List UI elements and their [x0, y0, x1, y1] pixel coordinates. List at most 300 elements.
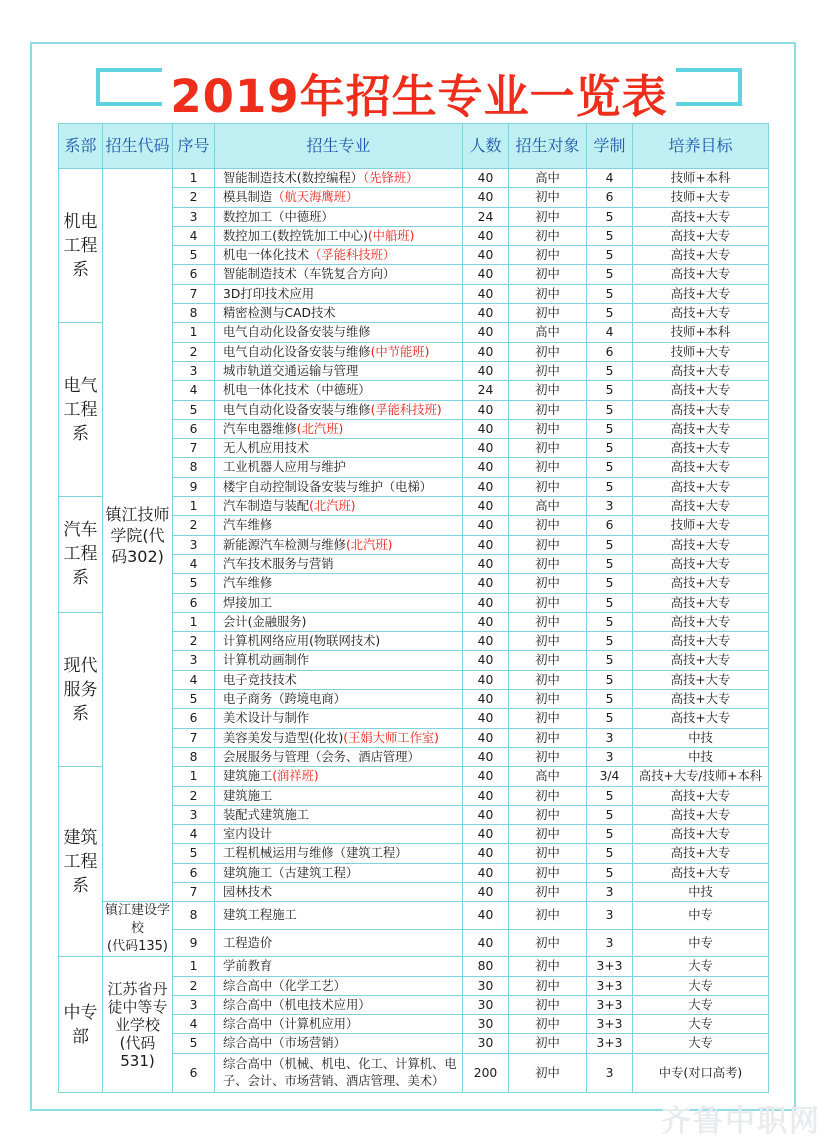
major-cell	[215, 670, 463, 689]
row-number-cell: 3	[173, 535, 215, 554]
goal-cell: 高技+大专	[633, 863, 769, 882]
header-goal: 培养目标	[633, 124, 769, 169]
row-number-cell: 8	[173, 747, 215, 766]
goal-cell: 高技+大专	[633, 670, 769, 689]
count-cell: 40	[463, 882, 509, 901]
years-cell: 5	[587, 246, 633, 265]
major-cell	[215, 207, 463, 226]
target-cell: 初中	[509, 929, 587, 957]
count-cell: 40	[463, 304, 509, 323]
row-number-cell: 6	[173, 265, 215, 284]
goal-cell: 高技+大专	[633, 226, 769, 245]
header-count: 人数	[463, 124, 509, 169]
school-name: 江苏省丹徒中等专业学校	[107, 979, 168, 1034]
major-name: 建筑施工（古建筑工程）	[223, 865, 359, 880]
target-cell: 初中	[509, 342, 587, 361]
target-cell: 初中	[509, 882, 587, 901]
row-number-cell: 6	[173, 863, 215, 882]
target-cell: 初中	[509, 304, 587, 323]
count-cell: 30	[463, 1034, 509, 1053]
row-number-cell: 2	[173, 342, 215, 361]
count-cell: 40	[463, 419, 509, 438]
header-major: 招生专业	[215, 124, 463, 169]
row-number-cell: 8	[173, 304, 215, 323]
major-name: 综合高中（化学工艺）	[223, 978, 346, 993]
row-number-cell: 4	[173, 226, 215, 245]
count-cell: 40	[463, 361, 509, 380]
target-cell: 初中	[509, 477, 587, 496]
goal-cell: 技师+大专	[633, 516, 769, 535]
target-cell: 初中	[509, 554, 587, 573]
row-number-cell: 1	[173, 169, 215, 188]
major-name: 汽车维修	[223, 576, 273, 591]
row-number-cell: 7	[173, 284, 215, 303]
header-years: 学制	[587, 124, 633, 169]
major-name: 焊接加工	[223, 595, 273, 610]
years-cell: 5	[587, 458, 633, 477]
row-number-cell: 6	[173, 593, 215, 612]
goal-cell: 高技+大专	[633, 805, 769, 824]
row-number-cell: 6	[173, 419, 215, 438]
major-cell	[215, 651, 463, 670]
major-cell	[215, 690, 463, 709]
years-cell: 3	[587, 728, 633, 747]
row-number-cell: 2	[173, 786, 215, 805]
years-cell: 5	[587, 593, 633, 612]
row-number-cell: 6	[173, 709, 215, 728]
major-name: 汽车维修	[223, 518, 273, 533]
count-cell: 40	[463, 825, 509, 844]
count-cell: 40	[463, 246, 509, 265]
major-name: 电子商务（跨境电商）	[223, 692, 346, 707]
class-tag: (王娟大师工作室)	[343, 730, 439, 745]
goal-cell: 高技+大专/技师+本科	[633, 767, 769, 786]
goal-cell: 中专	[633, 902, 769, 930]
row-number-cell: 1	[173, 767, 215, 786]
row-number-cell: 2	[173, 188, 215, 207]
major-cell	[215, 284, 463, 303]
row-number-cell: 7	[173, 882, 215, 901]
class-tag: (中船班)	[367, 228, 415, 243]
major-name: 数控加工（中德班）	[223, 209, 334, 224]
count-cell: 40	[463, 497, 509, 516]
header-code: 招生代码	[103, 124, 173, 169]
years-cell: 5	[587, 632, 633, 651]
target-cell: 初中	[509, 207, 587, 226]
years-cell: 5	[587, 690, 633, 709]
row-number-cell: 1	[173, 323, 215, 342]
row-number-cell: 4	[173, 1015, 215, 1034]
major-cell	[215, 1015, 463, 1034]
watermark: 齐鲁中职网	[661, 1104, 821, 1139]
major-cell	[215, 323, 463, 342]
target-cell: 初中	[509, 902, 587, 930]
goal-cell: 高技+大专	[633, 690, 769, 709]
header-target: 招生对象	[509, 124, 587, 169]
page-title: 2019年招生专业一览表	[170, 70, 668, 123]
goal-cell: 中技	[633, 882, 769, 901]
target-cell: 初中	[509, 670, 587, 689]
major-cell	[215, 957, 463, 976]
goal-cell: 高技+大专	[633, 304, 769, 323]
years-cell: 5	[587, 535, 633, 554]
years-cell: 5	[587, 805, 633, 824]
target-cell: 初中	[509, 361, 587, 380]
count-cell: 40	[463, 929, 509, 957]
goal-cell: 高技+大专	[633, 477, 769, 496]
major-cell	[215, 361, 463, 380]
school-code: (代码531)	[119, 1033, 156, 1070]
major-name: 综合高中（机电技术应用）	[223, 997, 371, 1012]
years-cell: 3	[587, 497, 633, 516]
major-cell	[215, 976, 463, 995]
target-cell: 初中	[509, 1034, 587, 1053]
goal-cell: 技师+大专	[633, 342, 769, 361]
goal-cell: 大专	[633, 1015, 769, 1034]
row-number-cell: 1	[173, 612, 215, 631]
major-cell	[215, 265, 463, 284]
goal-cell: 中技	[633, 728, 769, 747]
department-cell: 机电工程系	[59, 169, 103, 323]
class-tag: (孚能科技班)	[370, 402, 442, 417]
major-cell	[215, 477, 463, 496]
major-name: 数控加工(数控铣加工中心)	[223, 228, 368, 243]
target-cell: 初中	[509, 593, 587, 612]
enrollment-table	[58, 123, 769, 1093]
major-name: 计算机网络应用(物联网技术)	[223, 634, 381, 649]
goal-cell: 高技+大专	[633, 844, 769, 863]
major-cell	[215, 574, 463, 593]
major-name: 会计(金融服务)	[223, 614, 307, 629]
years-cell: 3	[587, 929, 633, 957]
major-cell	[215, 1034, 463, 1053]
goal-cell: 高技+大专	[633, 265, 769, 284]
major-cell	[215, 439, 463, 458]
goal-cell: 高技+大专	[633, 458, 769, 477]
count-cell: 40	[463, 477, 509, 496]
major-cell	[215, 747, 463, 766]
major-name: 园林技术	[223, 884, 273, 899]
major-cell	[215, 342, 463, 361]
count-cell: 40	[463, 651, 509, 670]
row-number-cell: 9	[173, 477, 215, 496]
count-cell: 40	[463, 439, 509, 458]
years-cell: 3	[587, 902, 633, 930]
major-cell	[215, 709, 463, 728]
major-cell	[215, 381, 463, 400]
target-cell: 初中	[509, 419, 587, 438]
major-name: 美容美发与造型(化妆)	[223, 730, 344, 745]
years-cell: 5	[587, 574, 633, 593]
goal-cell: 高技+大专	[633, 709, 769, 728]
class-tag: （孚能科技班）	[309, 248, 396, 263]
goal-cell: 高技+大专	[633, 825, 769, 844]
row-number-cell: 3	[173, 651, 215, 670]
years-cell: 4	[587, 169, 633, 188]
target-cell: 初中	[509, 747, 587, 766]
goal-cell: 高技+大专	[633, 400, 769, 419]
years-cell: 5	[587, 786, 633, 805]
row-number-cell: 5	[173, 844, 215, 863]
major-cell	[215, 516, 463, 535]
row-number-cell: 1	[173, 497, 215, 516]
years-cell: 5	[587, 284, 633, 303]
department-cell: 电气工程系	[59, 323, 103, 497]
major-cell	[215, 169, 463, 188]
years-cell: 5	[587, 554, 633, 573]
years-cell: 6	[587, 342, 633, 361]
count-cell: 200	[463, 1053, 509, 1092]
major-cell	[215, 902, 463, 930]
row-number-cell: 5	[173, 246, 215, 265]
header-no: 序号	[173, 124, 215, 169]
major-cell	[215, 805, 463, 824]
count-cell: 40	[463, 805, 509, 824]
target-cell: 初中	[509, 690, 587, 709]
target-cell: 初中	[509, 805, 587, 824]
goal-cell: 技师+大专	[633, 188, 769, 207]
goal-cell: 高技+大专	[633, 381, 769, 400]
major-name: 电气自动化设备安装与维修	[223, 325, 371, 340]
count-cell: 40	[463, 593, 509, 612]
years-cell: 3+3	[587, 976, 633, 995]
goal-cell: 大专	[633, 957, 769, 976]
major-name: 建筑工程施工	[223, 908, 297, 923]
row-number-cell: 7	[173, 728, 215, 747]
row-number-cell: 7	[173, 439, 215, 458]
major-name: 计算机动画制作	[223, 653, 310, 668]
school-code: (代码135)	[107, 939, 168, 955]
count-cell: 40	[463, 786, 509, 805]
years-cell: 5	[587, 361, 633, 380]
major-cell	[215, 844, 463, 863]
count-cell: 40	[463, 902, 509, 930]
count-cell: 40	[463, 284, 509, 303]
major-cell	[215, 188, 463, 207]
row-number-cell: 2	[173, 632, 215, 651]
years-cell: 5	[587, 381, 633, 400]
goal-cell: 高技+大专	[633, 246, 769, 265]
major-name: 机电一体化技术	[223, 248, 310, 263]
major-name: 电子竞技技术	[223, 672, 297, 687]
goal-cell: 高技+大专	[633, 207, 769, 226]
target-cell: 初中	[509, 516, 587, 535]
row-number-cell: 9	[173, 929, 215, 957]
goal-cell: 高技+大专	[633, 284, 769, 303]
target-cell: 初中	[509, 709, 587, 728]
count-cell: 80	[463, 957, 509, 976]
row-number-cell: 3	[173, 805, 215, 824]
count-cell: 40	[463, 612, 509, 631]
major-cell	[215, 882, 463, 901]
major-cell	[215, 1053, 463, 1092]
row-number-cell: 2	[173, 516, 215, 535]
count-cell: 40	[463, 169, 509, 188]
major-cell	[215, 458, 463, 477]
row-number-cell: 4	[173, 670, 215, 689]
target-cell: 初中	[509, 381, 587, 400]
target-cell: 初中	[509, 976, 587, 995]
goal-cell: 高技+大专	[633, 535, 769, 554]
years-cell: 4	[587, 323, 633, 342]
major-name: 新能源汽车检测与维修	[223, 537, 346, 552]
major-name: 建筑施工	[223, 769, 273, 784]
major-name: 智能制造技术(数控编程）	[223, 171, 364, 185]
row-number-cell: 8	[173, 902, 215, 930]
years-cell: 3+3	[587, 1034, 633, 1053]
target-cell: 初中	[509, 246, 587, 265]
school-code-cell: 镇江技师学院(代码302)	[103, 169, 173, 902]
department-cell: 中专部	[59, 957, 103, 1092]
row-number-cell: 4	[173, 554, 215, 573]
years-cell: 3/4	[587, 767, 633, 786]
major-cell	[215, 995, 463, 1014]
target-cell: 初中	[509, 786, 587, 805]
major-name: 工业机器人应用与维护	[223, 460, 346, 475]
major-name: 工程机械运用与维修（建筑工程）	[223, 846, 408, 861]
goal-cell: 大专	[633, 1034, 769, 1053]
row-number-cell: 2	[173, 976, 215, 995]
target-cell: 初中	[509, 863, 587, 882]
row-number-cell: 3	[173, 361, 215, 380]
target-cell: 初中	[509, 439, 587, 458]
major-cell	[215, 825, 463, 844]
major-name: 汽车电器维修	[223, 421, 297, 436]
major-cell	[215, 929, 463, 957]
years-cell: 6	[587, 188, 633, 207]
goal-cell: 高技+大专	[633, 651, 769, 670]
goal-cell: 中专	[633, 929, 769, 957]
target-cell: 初中	[509, 728, 587, 747]
major-cell	[215, 728, 463, 747]
major-name: 会展服务与管理（会务、酒店管理）	[223, 749, 420, 764]
years-cell: 5	[587, 226, 633, 245]
major-name: 综合高中（机械、机电、化工、计算机、电子、会计、市场营销、酒店管理、美术）	[223, 1056, 457, 1088]
count-cell: 40	[463, 863, 509, 882]
count-cell: 40	[463, 632, 509, 651]
major-cell	[215, 554, 463, 573]
target-cell: 初中	[509, 284, 587, 303]
target-cell: 初中	[509, 400, 587, 419]
target-cell: 初中	[509, 612, 587, 631]
count-cell: 40	[463, 516, 509, 535]
goal-cell: 高技+大专	[633, 361, 769, 380]
major-name: 综合高中（计算机应用）	[223, 1017, 359, 1032]
major-name: 装配式建筑施工	[223, 807, 310, 822]
years-cell: 3	[587, 1053, 633, 1092]
major-name: 无人机应用技术	[223, 441, 310, 456]
count-cell: 40	[463, 342, 509, 361]
major-name: 模具制造	[223, 190, 273, 205]
department-cell: 汽车工程系	[59, 497, 103, 613]
class-tag: (北汽班)	[345, 537, 393, 552]
goal-cell: 高技+大专	[633, 574, 769, 593]
count-cell: 40	[463, 747, 509, 766]
count-cell: 40	[463, 844, 509, 863]
major-name: 建筑施工	[223, 788, 273, 803]
major-name: 室内设计	[223, 827, 273, 842]
target-cell: 初中	[509, 1053, 587, 1092]
major-name: 智能制造技术（车铣复合方向）	[223, 267, 396, 282]
class-tag: (北汽班)	[309, 499, 356, 514]
target-cell: 初中	[509, 574, 587, 593]
years-cell: 3+3	[587, 1015, 633, 1034]
row-number-cell: 5	[173, 574, 215, 593]
major-cell	[215, 786, 463, 805]
row-number-cell: 3	[173, 207, 215, 226]
major-name: 汽车技术服务与营销	[223, 556, 334, 571]
target-cell: 初中	[509, 265, 587, 284]
count-cell: 40	[463, 767, 509, 786]
major-cell	[215, 226, 463, 245]
row-number-cell: 4	[173, 825, 215, 844]
years-cell: 6	[587, 516, 633, 535]
major-name: 城市轨道交通运输与管理	[223, 363, 359, 378]
count-cell: 24	[463, 381, 509, 400]
goal-cell: 中技	[633, 747, 769, 766]
goal-cell: 高技+大专	[633, 612, 769, 631]
years-cell: 5	[587, 844, 633, 863]
department-cell: 建筑工程系	[59, 767, 103, 957]
count-cell: 40	[463, 690, 509, 709]
goal-cell: 大专	[633, 976, 769, 995]
table-row	[59, 169, 769, 188]
major-cell	[215, 246, 463, 265]
goal-cell: 技师+本科	[633, 323, 769, 342]
years-cell: 5	[587, 419, 633, 438]
years-cell: 3+3	[587, 957, 633, 976]
count-cell: 30	[463, 995, 509, 1014]
target-cell: 初中	[509, 1015, 587, 1034]
count-cell: 40	[463, 226, 509, 245]
target-cell: 初中	[509, 535, 587, 554]
years-cell: 5	[587, 863, 633, 882]
years-cell: 5	[587, 265, 633, 284]
years-cell: 5	[587, 651, 633, 670]
count-cell: 40	[463, 535, 509, 554]
goal-cell: 大专	[633, 995, 769, 1014]
major-name: 精密检测与CAD技术	[223, 306, 336, 321]
school-code-cell	[103, 902, 173, 957]
goal-cell: 技师+本科	[633, 169, 769, 188]
row-number-cell: 3	[173, 995, 215, 1014]
class-tag: （先锋班）	[363, 171, 419, 185]
count-cell: 24	[463, 207, 509, 226]
major-cell	[215, 419, 463, 438]
major-cell	[215, 767, 463, 786]
count-cell: 30	[463, 1015, 509, 1034]
major-cell	[215, 535, 463, 554]
count-cell: 40	[463, 400, 509, 419]
count-cell: 40	[463, 323, 509, 342]
target-cell: 高中	[509, 497, 587, 516]
table-row	[59, 957, 769, 976]
class-tag: （航天海鹰班）	[272, 190, 359, 205]
target-cell: 初中	[509, 651, 587, 670]
target-cell: 初中	[509, 825, 587, 844]
count-cell: 40	[463, 670, 509, 689]
goal-cell: 中专(对口高考)	[633, 1053, 769, 1092]
years-cell: 3+3	[587, 995, 633, 1014]
years-cell: 5	[587, 304, 633, 323]
target-cell: 初中	[509, 844, 587, 863]
major-cell	[215, 400, 463, 419]
years-cell: 3	[587, 747, 633, 766]
major-cell	[215, 593, 463, 612]
goal-cell: 高技+大专	[633, 786, 769, 805]
target-cell: 初中	[509, 458, 587, 477]
goal-cell: 高技+大专	[633, 593, 769, 612]
